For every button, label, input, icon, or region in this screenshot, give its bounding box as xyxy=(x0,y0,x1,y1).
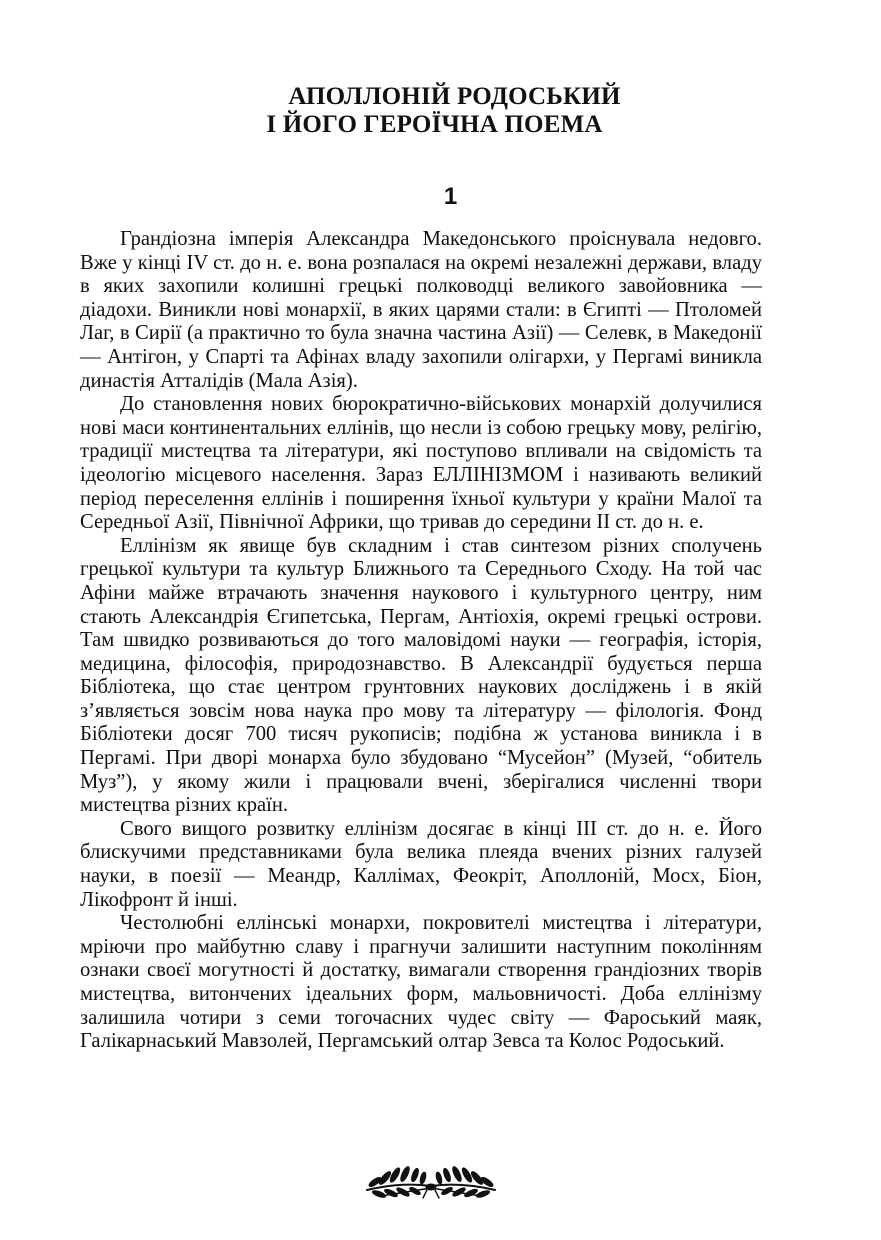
chapter-title xyxy=(0,83,881,139)
chapter-title-line-2: І ЙОГО ГЕРОЇЧНА ПОЕМА xyxy=(266,110,603,138)
paragraph-5: Честолюбні еллінські монархи, покровителі мистецтва і літератури, мріючи про майбутню славу і прагнучи залишити наступним поколінням ознаки своєї могутності й достатку, вимагали створення грандіозних творів мистецтва, витончених ідеальних форм, мальовничості. Доба еллінізму залишила чотири з семи тогочасних чудес світу — Фароський маяк, Галікарнаський Мавзолей, Пергамський олтар Зевса та Колос Родоський. xyxy=(80,912,762,1053)
chapter-body xyxy=(80,228,762,1054)
paragraph-2: До становлення нових бюрократично-військових монархій долучилися нові маси континентальних еллінів, що несли із собою грецьку мову, релігію, традиції мистецтва та літератури, які поступово впливали на свідомість та ідеологію місцевого населення. Зараз ЕЛЛІНІЗМОМ і називають великий період переселення еллінів і поширення їхньої культури у країни Малої та Середньої Азії, Північної Африки, що тривав до середини II ст. до н. е. xyxy=(80,393,762,534)
section-number: 1 xyxy=(443,183,458,210)
paragraph-3: Еллінізм як явище був складним і став синтезом різних сполучень грецької культури та культур Ближнього та Середнього Сходу. На той час Афіни майже втрачають значення наукового і культурного центру, ним стають Александрія Єгипетська, Пергам, Антіохія, окремі грецькі острови. Там швидко розвиваються до того маловідомі науки — географія, історія, медицина, філософія, природознавство. В Александрії будується перша Бібліотека, що стає центром грунтовних наукових досліджень і в якій з’являється зовсім нова наука про мову та літературу — філологія. Фонд Бібліотеки досяг 700 тисяч рукописів; подібна ж установа виникла і в Пергамі. При дворі монарха було збудовано “Мусейон” (Музей, “обитель Муз”), у якому жили і працювали вчені, зберігалися численні твори мистецтва різних країн. xyxy=(80,534,762,817)
paragraph-4: Свого вищого розвитку еллінізм досягає в кінці III ст. до н. е. Його блискучими представниками була велика плеяда вчених різних галузей науки, в поезії — Меандр, Каллімах, Феокріт, Аполлоній, Мосх, Біон, Лікофронт й інші. xyxy=(80,817,762,911)
paragraph-1: Грандіозна імперія Александра Македонського проіснувала недовго. Вже у кінці IV ст. до н. е. вона розпалася на окремі незалежні держави, владу в яких захопили колишні грецькі полководці великого завойовника — діадохи. Виникли нові монархії, в яких царями стали: в Єгипті — Птоломей Лаг, в Сирії (а практично то була значна частина Азії) — Селевк, в Македонії — Антігон, у Спарті та Афінах владу захопили олігархи, у Пергамі виникла династія Атталідів (Мала Азія). xyxy=(80,228,762,392)
laurel-branch-ornament-icon xyxy=(361,1160,501,1202)
chapter-title-line-1: АПОЛЛОНІЙ РОДОСЬКИЙ xyxy=(288,82,621,110)
